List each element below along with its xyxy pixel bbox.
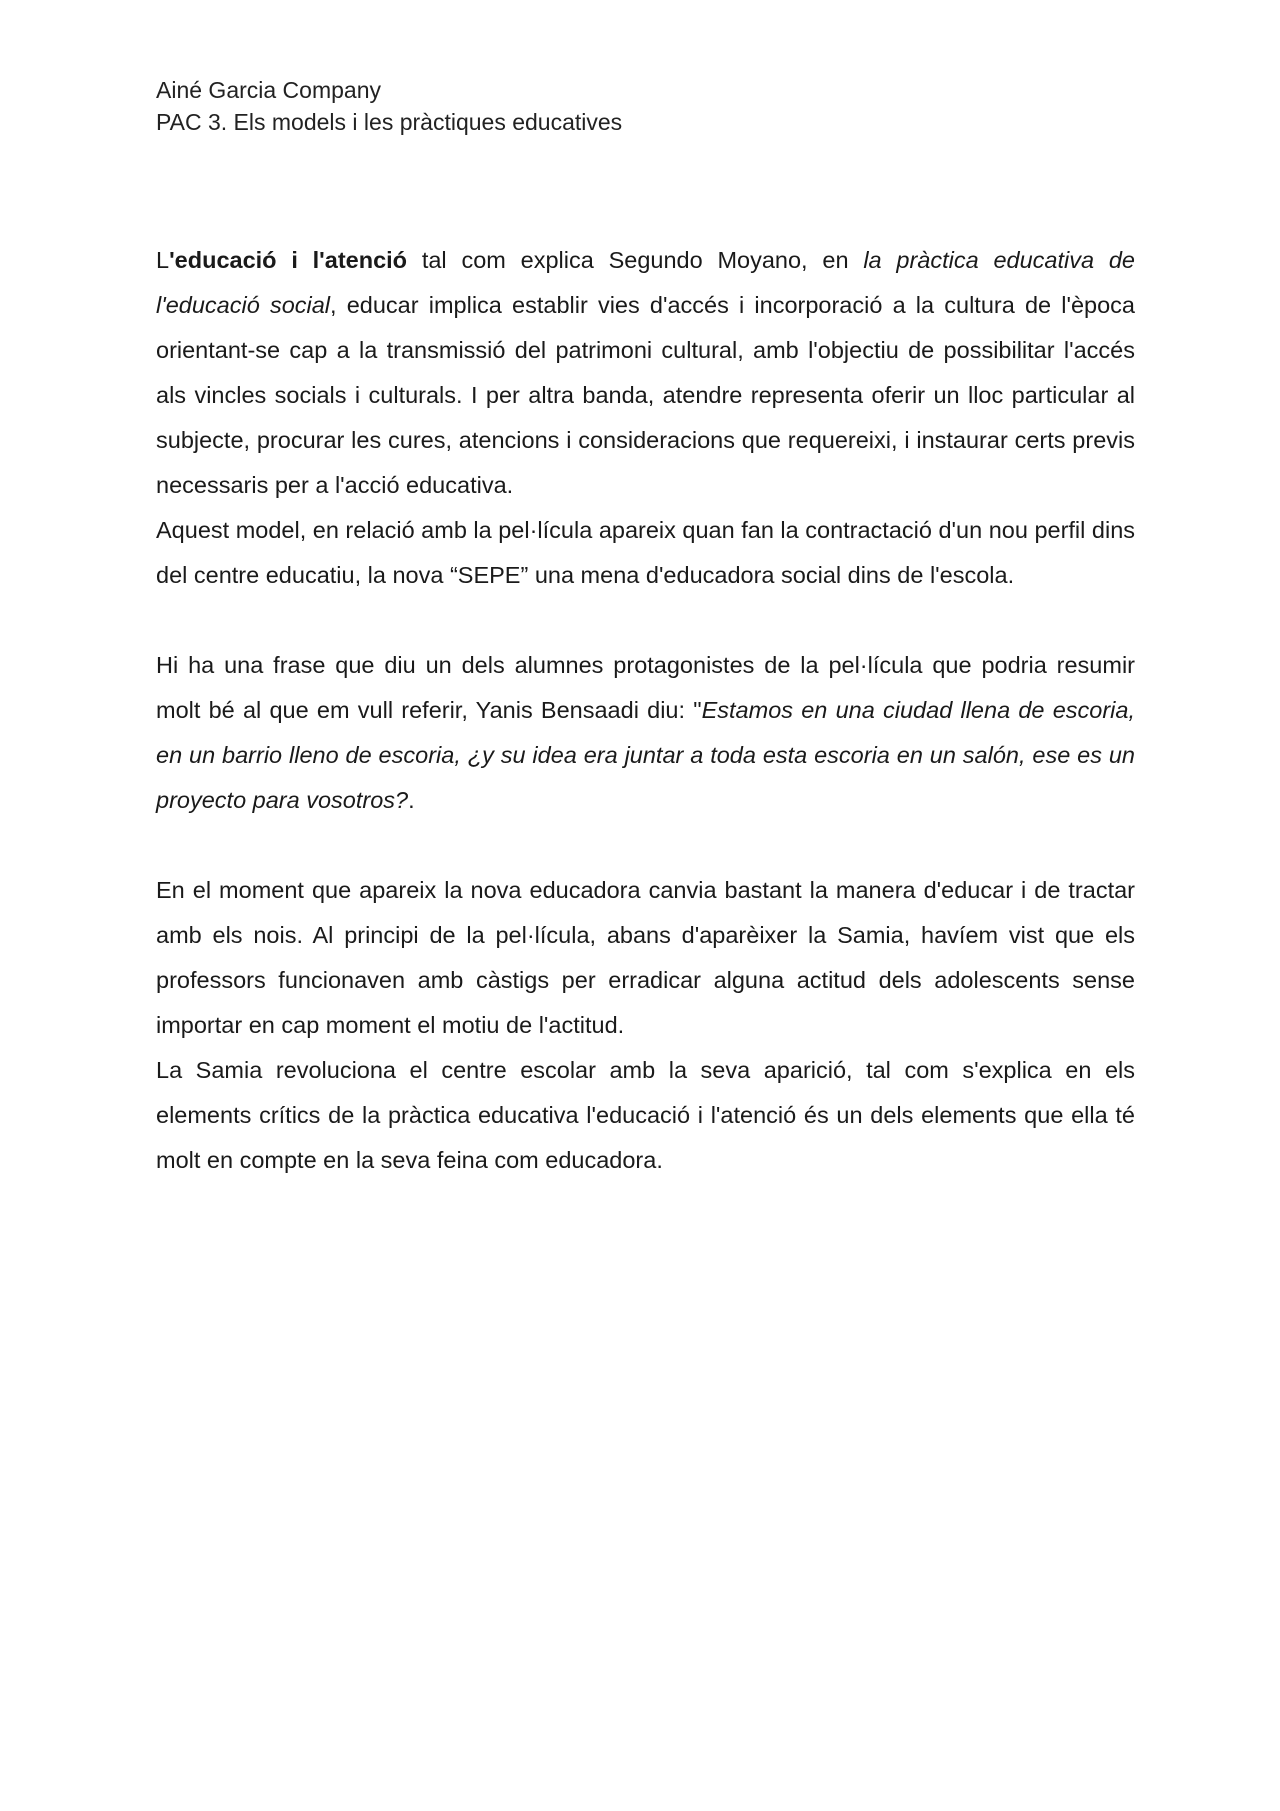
- paragraph-text: Hi ha una frase que diu un dels alumnes protagonistes de la pel·lícula que podria resumir molt bé al que em vull referir, Yanis Bensaadi diu: ": [156, 652, 1135, 723]
- paragraph-text: , educar implica establir vies d'accés i incorporació a la cultura de l'època orientant-se cap a la transmissió del patrimoni cultural, amb l'objectiu de possibilitar l'accés als vincles socials i culturals. I per altra banda, atendre representa oferir un lloc particular al subjecte, procurar les cures, atencions i consideracions que requereixi, i instaurar certs previs necessaris per a l'acció educativa.: [156, 292, 1135, 498]
- paragraph-spacer: [156, 823, 1135, 868]
- paragraph-model-film: Aquest model, en relació amb la pel·lícula apareix quan fan la contractació d'un nou perfil dins del centre educatiu, la nova “SEPE” una mena d'educadora social dins de l'escola.: [156, 517, 1136, 588]
- lead-letter: L: [156, 247, 170, 273]
- page-header: [156, 74, 622, 138]
- assignment-title: PAC 3. Els models i les pràctiques educatives: [156, 109, 623, 135]
- italic-quote: Estamos en una ciudad llena de escoria, en un barrio lleno de escoria, ¿y su idea era juntar a toda esta escoria en un salón, ese es un proyecto para vosotros?: [156, 697, 1136, 813]
- paragraph-text: .: [408, 787, 415, 813]
- bold-term: 'educació i l'atenció: [169, 247, 408, 273]
- paragraph-student-quote: [156, 643, 1135, 823]
- paragraph-samia: La Samia revoluciona el centre escolar amb la seva aparició, tal com s'explica en els elements crítics de la pràctica educativa l'educació i l'atenció és un dels elements que ella té molt en compte en la seva feina com educadora.: [156, 1057, 1135, 1173]
- paragraph-spacer: [156, 598, 1135, 643]
- document-body: [156, 238, 1135, 1183]
- paragraph-education-attention: [156, 238, 1135, 508]
- paragraph-new-educator: En el moment que apareix la nova educadora canvia bastant la manera d'educar i de tractar amb els nois. Al principi de la pel·lícula, abans d'aparèixer la Samia, havíem vist que els professors funcionaven amb càstigs per erradicar alguna actitud dels adolescents sense importar en cap moment el motiu de l'actitud.: [156, 877, 1135, 1038]
- author-name: Ainé Garcia Company: [156, 77, 381, 103]
- paragraph-text: tal com explica Segundo Moyano, en: [407, 247, 864, 273]
- italic-work-title: la pràctica educativa de l'educació social: [156, 247, 1135, 318]
